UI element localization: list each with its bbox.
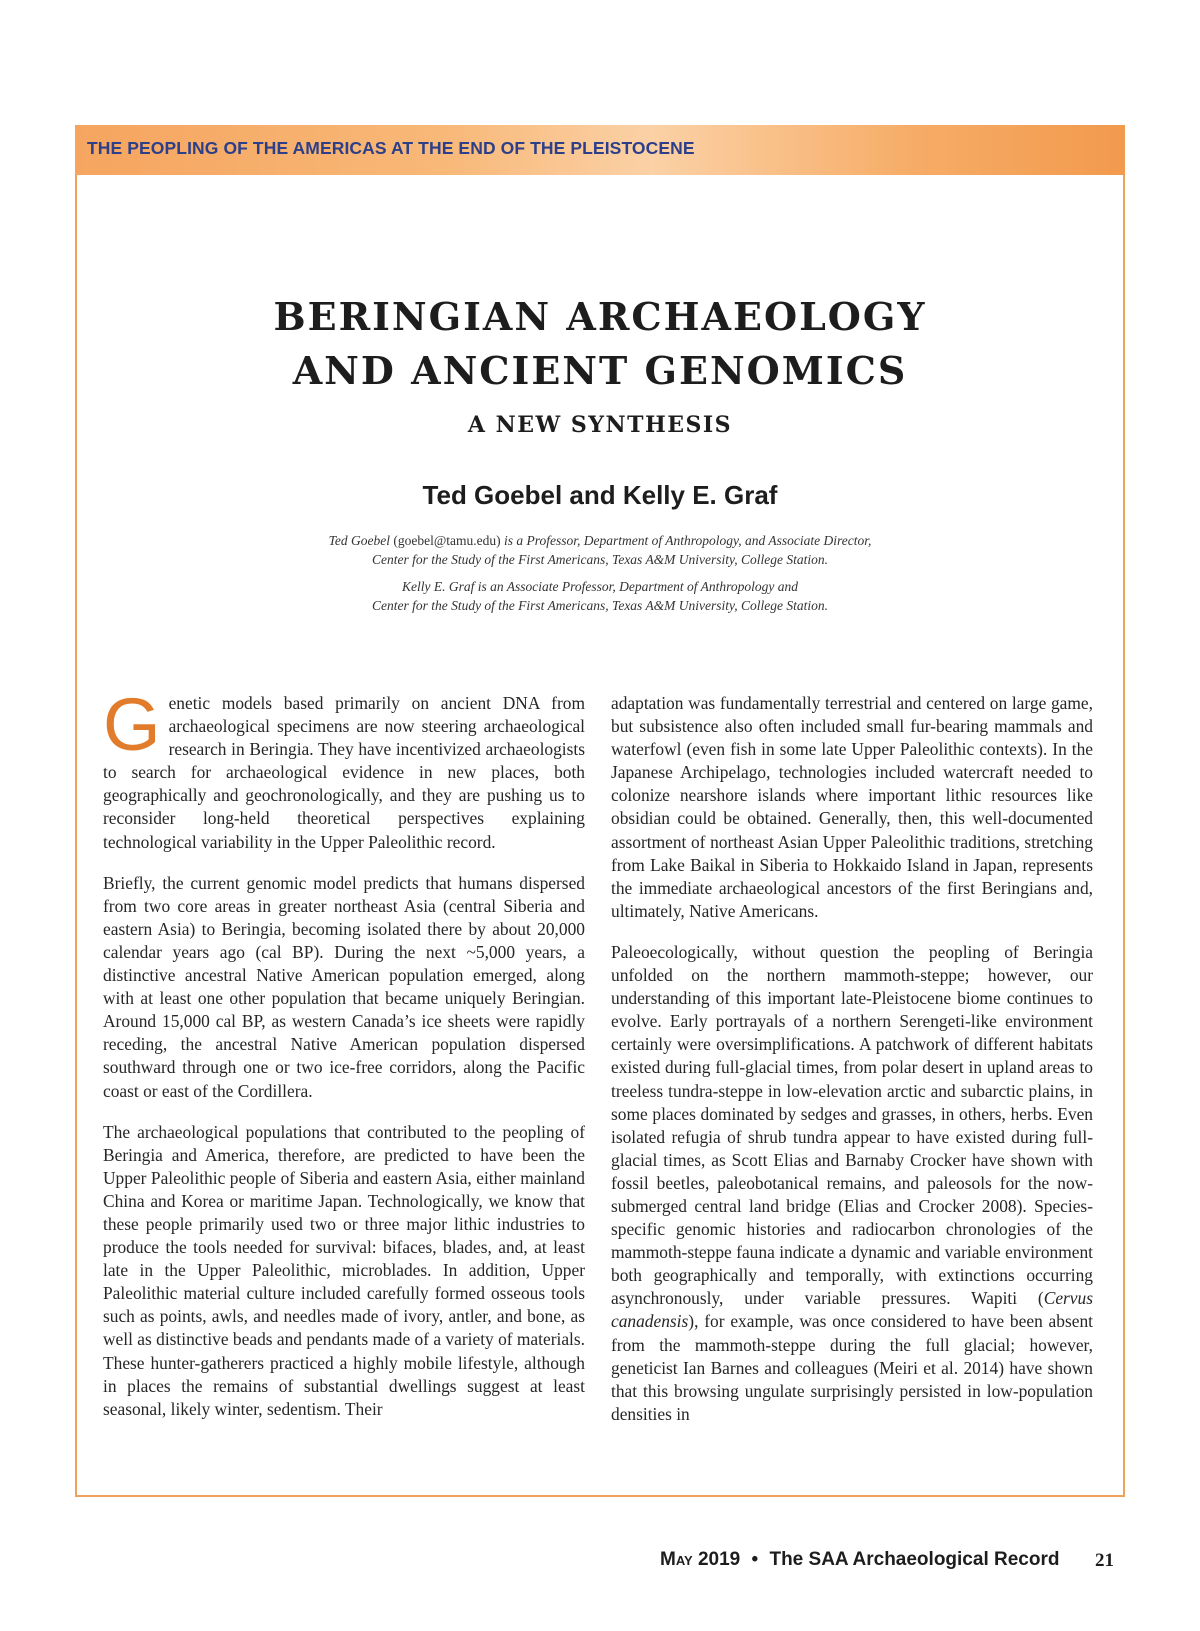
page-number: 21 xyxy=(1095,1550,1114,1571)
affiliation-1-line-1: is a Professor, Department of Anthropology, and Associate Director, xyxy=(504,533,872,548)
paragraph-1 xyxy=(103,692,585,854)
running-footer xyxy=(660,1549,1060,1571)
species-name: Cervus canadensis xyxy=(611,1288,1093,1332)
paragraph-3: The archaeological populations that contributed to the peopling of Beringia and America, therefore, are predicted to have been the Upper Paleolithic people of Siberia and eastern Asia, either mainland China and Korea or maritime Japan. Technologically, we know that these people primarily used two or three major lithic industries to produce the tools needed for survival: bifaces, blades, and, at least late in the Upper Paleolithic, microblades. In addition, Upper Paleolithic material culture included carefully formed osseous tools such as points, awls, and needles made of ivory, antler, and bone, as well as distinctive beads and pendants made of a variety of materials. These hunter-gatherers practiced a highly mobile lifestyle, although in places the remains of substantial dwellings suggest at least seasonal, likely winter, sedentism. Their xyxy=(103,1121,585,1419)
title-line-2: AND ANCIENT GENOMICS xyxy=(292,348,908,393)
author-affiliation-2 xyxy=(200,577,1000,615)
paragraph-5 xyxy=(611,941,1093,1426)
paragraph-2: Briefly, the current genomic model predicts that humans dispersed from two core areas in greater northeast Asia (central Siberia and eastern Asia) to Beringia, becoming isolated there by about 20,000 calendar years ago (cal BP). During the next ~5,000 years, a distinctive ancestral Native American population emerged, along with at least one other population that became uniquely Beringian. Around 15,000 cal BP, as western Canada’s ice sheets were rapidly receding, the ancestral Native American population dispersed southward through one or two ice-free corridors, along the Pacific coast or east of the Cordillera. xyxy=(103,872,585,1101)
body-column-right xyxy=(611,692,1093,1472)
series-banner-text: THE PEOPLING OF THE AMERICAS AT THE END OF THE PLEISTOCENE xyxy=(87,138,695,158)
footer-bullet: • xyxy=(751,1549,759,1570)
author-affiliation-1 xyxy=(200,531,1000,569)
affiliation-2-line-1: Kelly E. Graf is an Associate Professor, Department of Anthropology and xyxy=(402,579,798,594)
paragraph-1-text: enetic models based primarily on ancient DNA from archaeological specimens are now steering archaeological research in Beringia. They have incentivized archaeologists to search for archaeological evidence in new places, both geographically and geochronologically, and they are pushing us to reconsider long-held theoretical perspectives explaining technological variability in the Upper Paleolithic record. xyxy=(103,693,585,852)
affiliation-2-line-2: Center for the Study of the First Americans, Texas A&M University, College Station. xyxy=(371,598,829,613)
drop-cap: G xyxy=(103,692,161,766)
paragraph-5-text-b: ), for example, was once considered to have been absent from the mammoth-steppe during the full glacial; however, geneticist Ian Barnes and colleagues (Meiri et al. 2014) have shown that this browsing ungulate surprisingly persisted in low-population densities in xyxy=(611,1311,1093,1424)
affiliation-1-email: (goebel@tamu.edu) xyxy=(393,533,501,548)
article-authors: Ted Goebel and Kelly E. Graf xyxy=(422,480,778,510)
footer-issue: May 2019 xyxy=(660,1549,741,1570)
paragraph-5-text-a: Paleoecologically, without question the peopling of Beringia unfolded on the northern mammoth-steppe; however, our understanding of this important late-Pleistocene biome continues to evolve. Early portrayals of a northern Serengeti-like environment certainly were oversimplifications. A patchwork of different habitats existed during full-glacial times, from polar desert in upland areas to treeless tundra-steppe in low-elevation arctic and subarctic plains, in some places dominated by sedges and grasses, in others, herbs. Even isolated refugia of shrub tundra appear to have existed during full-glacial times, as Scott Elias and Barnaby Crocker have shown with fossil beetles, paleobotanical remains, and paleosols for the now-submerged central land bridge (Elias and Crocker 2008). Species-specific genomic histories and radiocarbon chronologies of the mammoth-steppe fauna indicate a dynamic and variable environment both geographically and temporally, with extinctions occurring asynchronously, under variable pressures. Wapiti ( xyxy=(611,941,1093,1309)
paragraph-4: adaptation was fundamentally terrestrial and centered on large game, but subsistence also often included small fur-bearing mammals and waterfowl (even fish in some late Upper Paleolithic contexts). In the Japanese Archipelago, technologies included watercraft needed to colonize nearshore islands where important lithic resources like obsidian could be obtained. Generally, then, this well-documented assortment of northeast Asian Upper Paleolithic traditions, stretching from Lake Baikal in Siberia to Hokkaido Island in Japan, represents the immediate archaeological ancestors of the first Beringians and, ultimately, Native Americans. xyxy=(611,693,1093,921)
article-title xyxy=(120,290,1080,398)
affiliation-1-name: Ted Goebel xyxy=(328,533,390,548)
body-column-left xyxy=(103,692,585,1472)
affiliation-1-line-2: Center for the Study of the First Americans, Texas A&M University, College Station. xyxy=(371,552,829,567)
article-subtitle: A NEW SYNTHESIS xyxy=(467,412,733,438)
series-banner xyxy=(75,125,1125,175)
title-line-1: BERINGIAN ARCHAEOLOGY xyxy=(273,294,927,339)
footer-journal: The SAA Archaeological Record xyxy=(769,1549,1060,1570)
